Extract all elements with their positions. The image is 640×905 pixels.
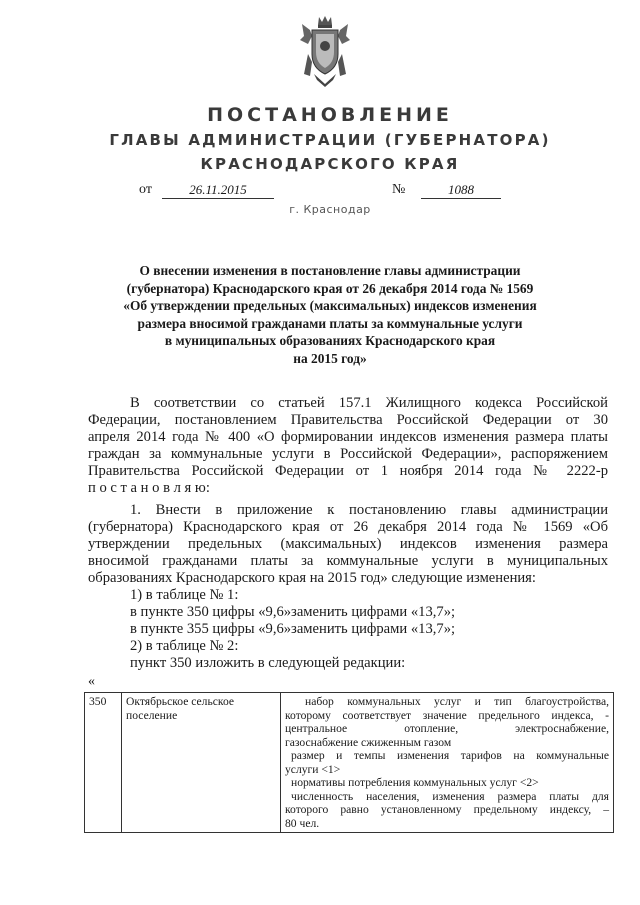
title-line: «Об утверждении предельных (максимальных) индексов изменения (123, 298, 537, 313)
coat-of-arms-emblem (300, 14, 350, 88)
title-line: размера вносимой гражданами платы за коммунальные услуги (137, 315, 523, 331)
decree-word: п о с т а н о в л я ю: (88, 480, 210, 496)
number-field: 1088 (421, 182, 501, 199)
details-line: нормативы потребления коммунальных услуг <2> (291, 776, 539, 789)
item-1-line: 1. Внести в приложение к постановлению главы администрации (130, 502, 608, 518)
title-line: на 2015 год» (293, 350, 367, 366)
preamble-line: В соответствии со статьей 157.1 Жилищного кодекса Российской (130, 395, 608, 411)
details-line: которого равно установленному предельному индексу, – (285, 803, 609, 816)
details-line: численность населения, изменения размера платы для (291, 789, 609, 803)
document-type-heading: ПОСТАНОВЛЕНИЕ (207, 104, 453, 126)
issuer-heading-line-2: КРАСНОДАРСКОГО КРАЯ (200, 155, 460, 173)
preamble-line: апреля 2014 года № 400 «О формировании индексов изменения размера платы (88, 429, 608, 445)
details-line: 80 чел. (285, 816, 320, 830)
item-1-line: вносимой гражданами платы за коммунальные услуги в муниципальных (88, 553, 608, 569)
preamble-line: Правительства Российской Федерации от 1 ноября 2014 года № 2222-р (88, 463, 608, 479)
details-cell (281, 693, 614, 833)
list-item: 1) в таблице № 1: (130, 587, 239, 603)
number-label: № (392, 182, 406, 197)
details-line: центральное отопление, электроснабжение, (285, 722, 609, 735)
list-item: в пункте 355 цифры «9,6»заменить цифрами «13,7»; (130, 621, 456, 637)
preamble-line: граждан за коммунальные услуги в Российской Федерации», распоряжением (88, 446, 608, 462)
city-line: г. Краснодар (289, 203, 371, 216)
item-1-line: утверждении предельных (максимальных) индексов изменения размера (88, 536, 608, 552)
title-line: О внесении изменения в постановление главы администрации (139, 263, 521, 278)
title-line: в муниципальных образованиях Краснодарского края (164, 333, 496, 348)
municipality-line: поселение (126, 708, 178, 722)
details-line: набор коммунальных услуг и тип благоустройства, (305, 695, 609, 708)
date-field: 26.11.2015 (162, 182, 274, 199)
date-label: от (139, 182, 152, 197)
details-line: размер и темпы изменения тарифов на коммунальные (291, 749, 609, 762)
list-item: пункт 350 изложить в следующей редакции: (130, 655, 406, 671)
item-1-line: образованиях Краснодарского края на 2015 год» следующие изменения: (88, 570, 536, 586)
details-line: которому соответствует значение предельного индекса, - (285, 708, 609, 722)
list-item: 2) в таблице № 2: (130, 638, 239, 654)
item-1-paragraph (88, 502, 608, 587)
details-line: услуги <1> (285, 762, 341, 776)
document-title (100, 262, 560, 367)
details-line: газоснабжение сжиженным газом (285, 735, 452, 749)
table-row (85, 693, 614, 833)
amendment-list (88, 587, 608, 672)
municipality-cell (122, 693, 281, 833)
indices-table (84, 692, 614, 833)
municipality-line: Октябрьское сельское (126, 695, 235, 708)
title-line: (губернатора) Краснодарского края от 26 декабря 2014 года № 1569 (126, 280, 534, 296)
preamble-paragraph (88, 395, 608, 497)
list-item: в пункте 350 цифры «9,6»заменить цифрами «13,7»; (130, 604, 456, 620)
open-quote: « (88, 674, 95, 689)
row-number-cell: 350 (85, 693, 122, 833)
preamble-line: Федерации, постановлением Правительства Российской Федерации от 30 (88, 412, 608, 428)
item-1-line: (губернатора) Краснодарского края от 26 декабря 2014 года № 1569 «Об (88, 519, 608, 535)
issuer-heading-line-1: ГЛАВЫ АДМИНИСТРАЦИИ (ГУБЕРНАТОРА) (109, 131, 551, 149)
